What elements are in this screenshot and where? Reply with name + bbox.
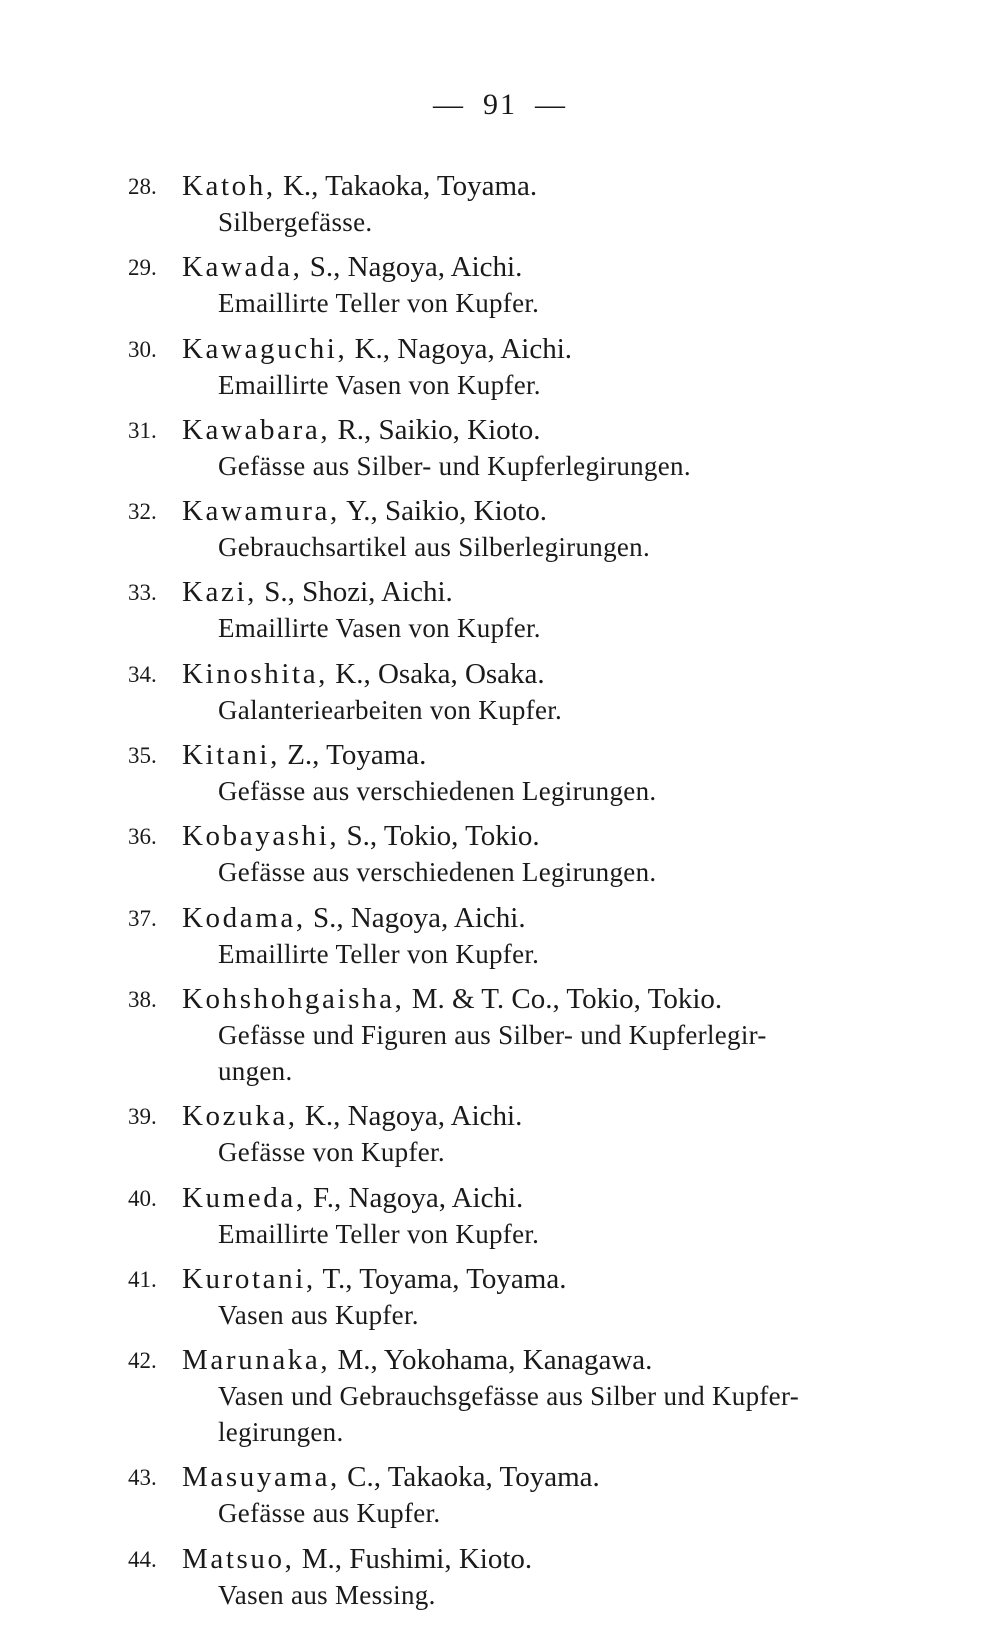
entry-number: 35. — [128, 743, 157, 769]
entry-35 — [128, 737, 968, 809]
entry-heading — [182, 981, 968, 1017]
entry-number: 39. — [128, 1104, 157, 1130]
entry-heading — [182, 1541, 968, 1577]
entry-heading — [182, 900, 968, 936]
entry-32 — [128, 493, 968, 565]
entry-heading — [182, 249, 968, 285]
exhibitor-name: Kodama, — [182, 901, 306, 934]
exhibitor-name: Kumeda, — [182, 1181, 306, 1214]
exhibitor-list — [128, 168, 968, 1622]
exhibitor-location: M., Fushimi, Kioto. — [301, 1542, 533, 1575]
entry-number: 34. — [128, 661, 157, 687]
entry-31 — [128, 412, 968, 484]
entry-36 — [128, 818, 968, 890]
entry-heading — [182, 737, 968, 773]
exhibitor-location: M., Yokohama, Kanagawa. — [337, 1344, 653, 1377]
entry-heading — [182, 1180, 968, 1216]
exhibitor-name: Matsuo, — [182, 1542, 295, 1575]
exhibitor-location: K., Osaka, Osaka. — [335, 657, 545, 690]
entry-number: 37. — [128, 905, 157, 931]
entry-description: Emaillirte Teller von Kupfer. — [218, 288, 540, 319]
entry-41 — [128, 1261, 968, 1333]
entry-description: Gefässe aus verschiedenen Legirungen. — [218, 776, 657, 807]
exhibitor-location: K., Nagoya, Aichi. — [304, 1100, 523, 1133]
entry-heading — [182, 1098, 968, 1134]
exhibitor-location: S., Nagoya, Aichi. — [309, 251, 523, 284]
entry-heading — [182, 574, 968, 610]
entry-28 — [128, 168, 968, 240]
entry-description-continued: legirungen. — [218, 1417, 344, 1448]
entry-39 — [128, 1098, 968, 1170]
exhibitor-name: Kitani, — [182, 739, 280, 772]
exhibitor-name: Kohshohgaisha, — [182, 982, 405, 1015]
exhibitor-name: Kawada, — [182, 251, 303, 284]
exhibitor-location: K., Takaoka, Toyama. — [282, 170, 538, 202]
entry-number: 30. — [128, 336, 157, 362]
exhibitor-location: K., Nagoya, Aichi. — [354, 332, 573, 365]
entry-33 — [128, 574, 968, 646]
entry-heading — [182, 168, 968, 204]
exhibitor-location: Z., Toyama. — [287, 739, 427, 772]
exhibitor-location: S., Nagoya, Aichi. — [312, 901, 526, 934]
exhibitor-location: S., Tokio, Tokio. — [346, 820, 540, 853]
entry-description: Gefässe aus Kupfer. — [218, 1498, 441, 1529]
entry-heading — [182, 1342, 968, 1378]
entry-heading — [182, 1459, 968, 1495]
exhibitor-location: M. & T. Co., Tokio, Tokio. — [411, 982, 723, 1015]
entry-heading — [182, 412, 968, 448]
exhibitor-location: R., Saikio, Kioto. — [337, 413, 541, 446]
entry-37 — [128, 900, 968, 972]
entry-heading — [182, 331, 968, 367]
entry-description: Emaillirte Teller von Kupfer. — [218, 938, 540, 969]
entry-description: Emaillirte Vasen von Kupfer. — [218, 613, 541, 644]
entry-38 — [128, 981, 968, 1089]
exhibitor-name: Masuyama, — [182, 1461, 340, 1494]
entry-34 — [128, 656, 968, 728]
exhibitor-location: T., Toyama, Toyama. — [322, 1262, 567, 1295]
entry-description: Gefässe aus Silber- und Kupferlegirungen. — [218, 450, 691, 481]
entry-description: Emaillirte Vasen von Kupfer. — [218, 369, 541, 400]
entry-42 — [128, 1342, 968, 1450]
exhibitor-location: F., Nagoya, Aichi. — [312, 1181, 524, 1214]
entry-description: Gefässe von Kupfer. — [218, 1137, 445, 1168]
entry-heading — [182, 818, 968, 854]
entry-description: Vasen aus Messing. — [218, 1579, 436, 1610]
entry-number: 29. — [128, 255, 157, 281]
entry-heading — [182, 493, 968, 529]
entry-description: Gefässe und Figuren aus Silber- und Kupferlegir- — [218, 1019, 767, 1050]
entry-number: 41. — [128, 1266, 157, 1292]
entry-number: 31. — [128, 417, 157, 443]
entry-number: 40. — [128, 1185, 157, 1211]
entry-number: 44. — [128, 1546, 157, 1572]
exhibitor-name: Kurotani, — [182, 1262, 316, 1295]
entry-number: 38. — [128, 986, 157, 1012]
entry-description: Silbergefässe. — [218, 207, 373, 237]
entry-number: 43. — [128, 1465, 157, 1491]
entry-number: 28. — [128, 174, 157, 199]
exhibitor-location: Y., Saikio, Kioto. — [346, 495, 547, 528]
exhibitor-name: Kawamura, — [182, 495, 340, 528]
exhibitor-name: Kawaguchi, — [182, 332, 348, 365]
entry-30 — [128, 331, 968, 403]
page-number-value: 91 — [483, 88, 517, 121]
exhibitor-name: Kobayashi, — [182, 820, 340, 853]
exhibitor-location: S., Shozi, Aichi. — [264, 576, 453, 609]
entry-heading — [182, 656, 968, 692]
exhibitor-location: C., Takaoka, Toyama. — [347, 1461, 600, 1494]
exhibitor-name: Kazi, — [182, 576, 257, 609]
entry-heading — [182, 1261, 968, 1297]
entry-40 — [128, 1180, 968, 1252]
exhibitor-name: Katoh, — [182, 170, 276, 202]
exhibitor-name: Marunaka, — [182, 1344, 331, 1377]
entry-description-continued: ungen. — [218, 1055, 293, 1086]
entry-description: Galanteriearbeiten von Kupfer. — [218, 694, 563, 725]
entry-number: 42. — [128, 1348, 157, 1374]
entry-number: 36. — [128, 824, 157, 850]
entry-description: Vasen und Gebrauchsgefässe aus Silber und Kupfer- — [218, 1381, 799, 1412]
entry-description: Gefässe aus verschiedenen Legirungen. — [218, 857, 657, 888]
entry-number: 33. — [128, 580, 157, 606]
dash-left: — — [433, 88, 465, 121]
entry-43 — [128, 1459, 968, 1531]
exhibitor-name: Kawabara, — [182, 413, 331, 446]
dash-right: — — [535, 88, 567, 121]
exhibitor-name: Kozuka, — [182, 1100, 298, 1133]
entry-29 — [128, 249, 968, 321]
page-number — [0, 88, 1000, 122]
exhibitor-name: Kinoshita, — [182, 657, 329, 690]
entry-description: Emaillirte Teller von Kupfer. — [218, 1218, 540, 1249]
entry-number: 32. — [128, 499, 157, 525]
entry-44 — [128, 1541, 968, 1613]
entry-description: Vasen aus Kupfer. — [218, 1299, 419, 1330]
entry-description: Gebrauchsartikel aus Silberlegirungen. — [218, 532, 651, 563]
